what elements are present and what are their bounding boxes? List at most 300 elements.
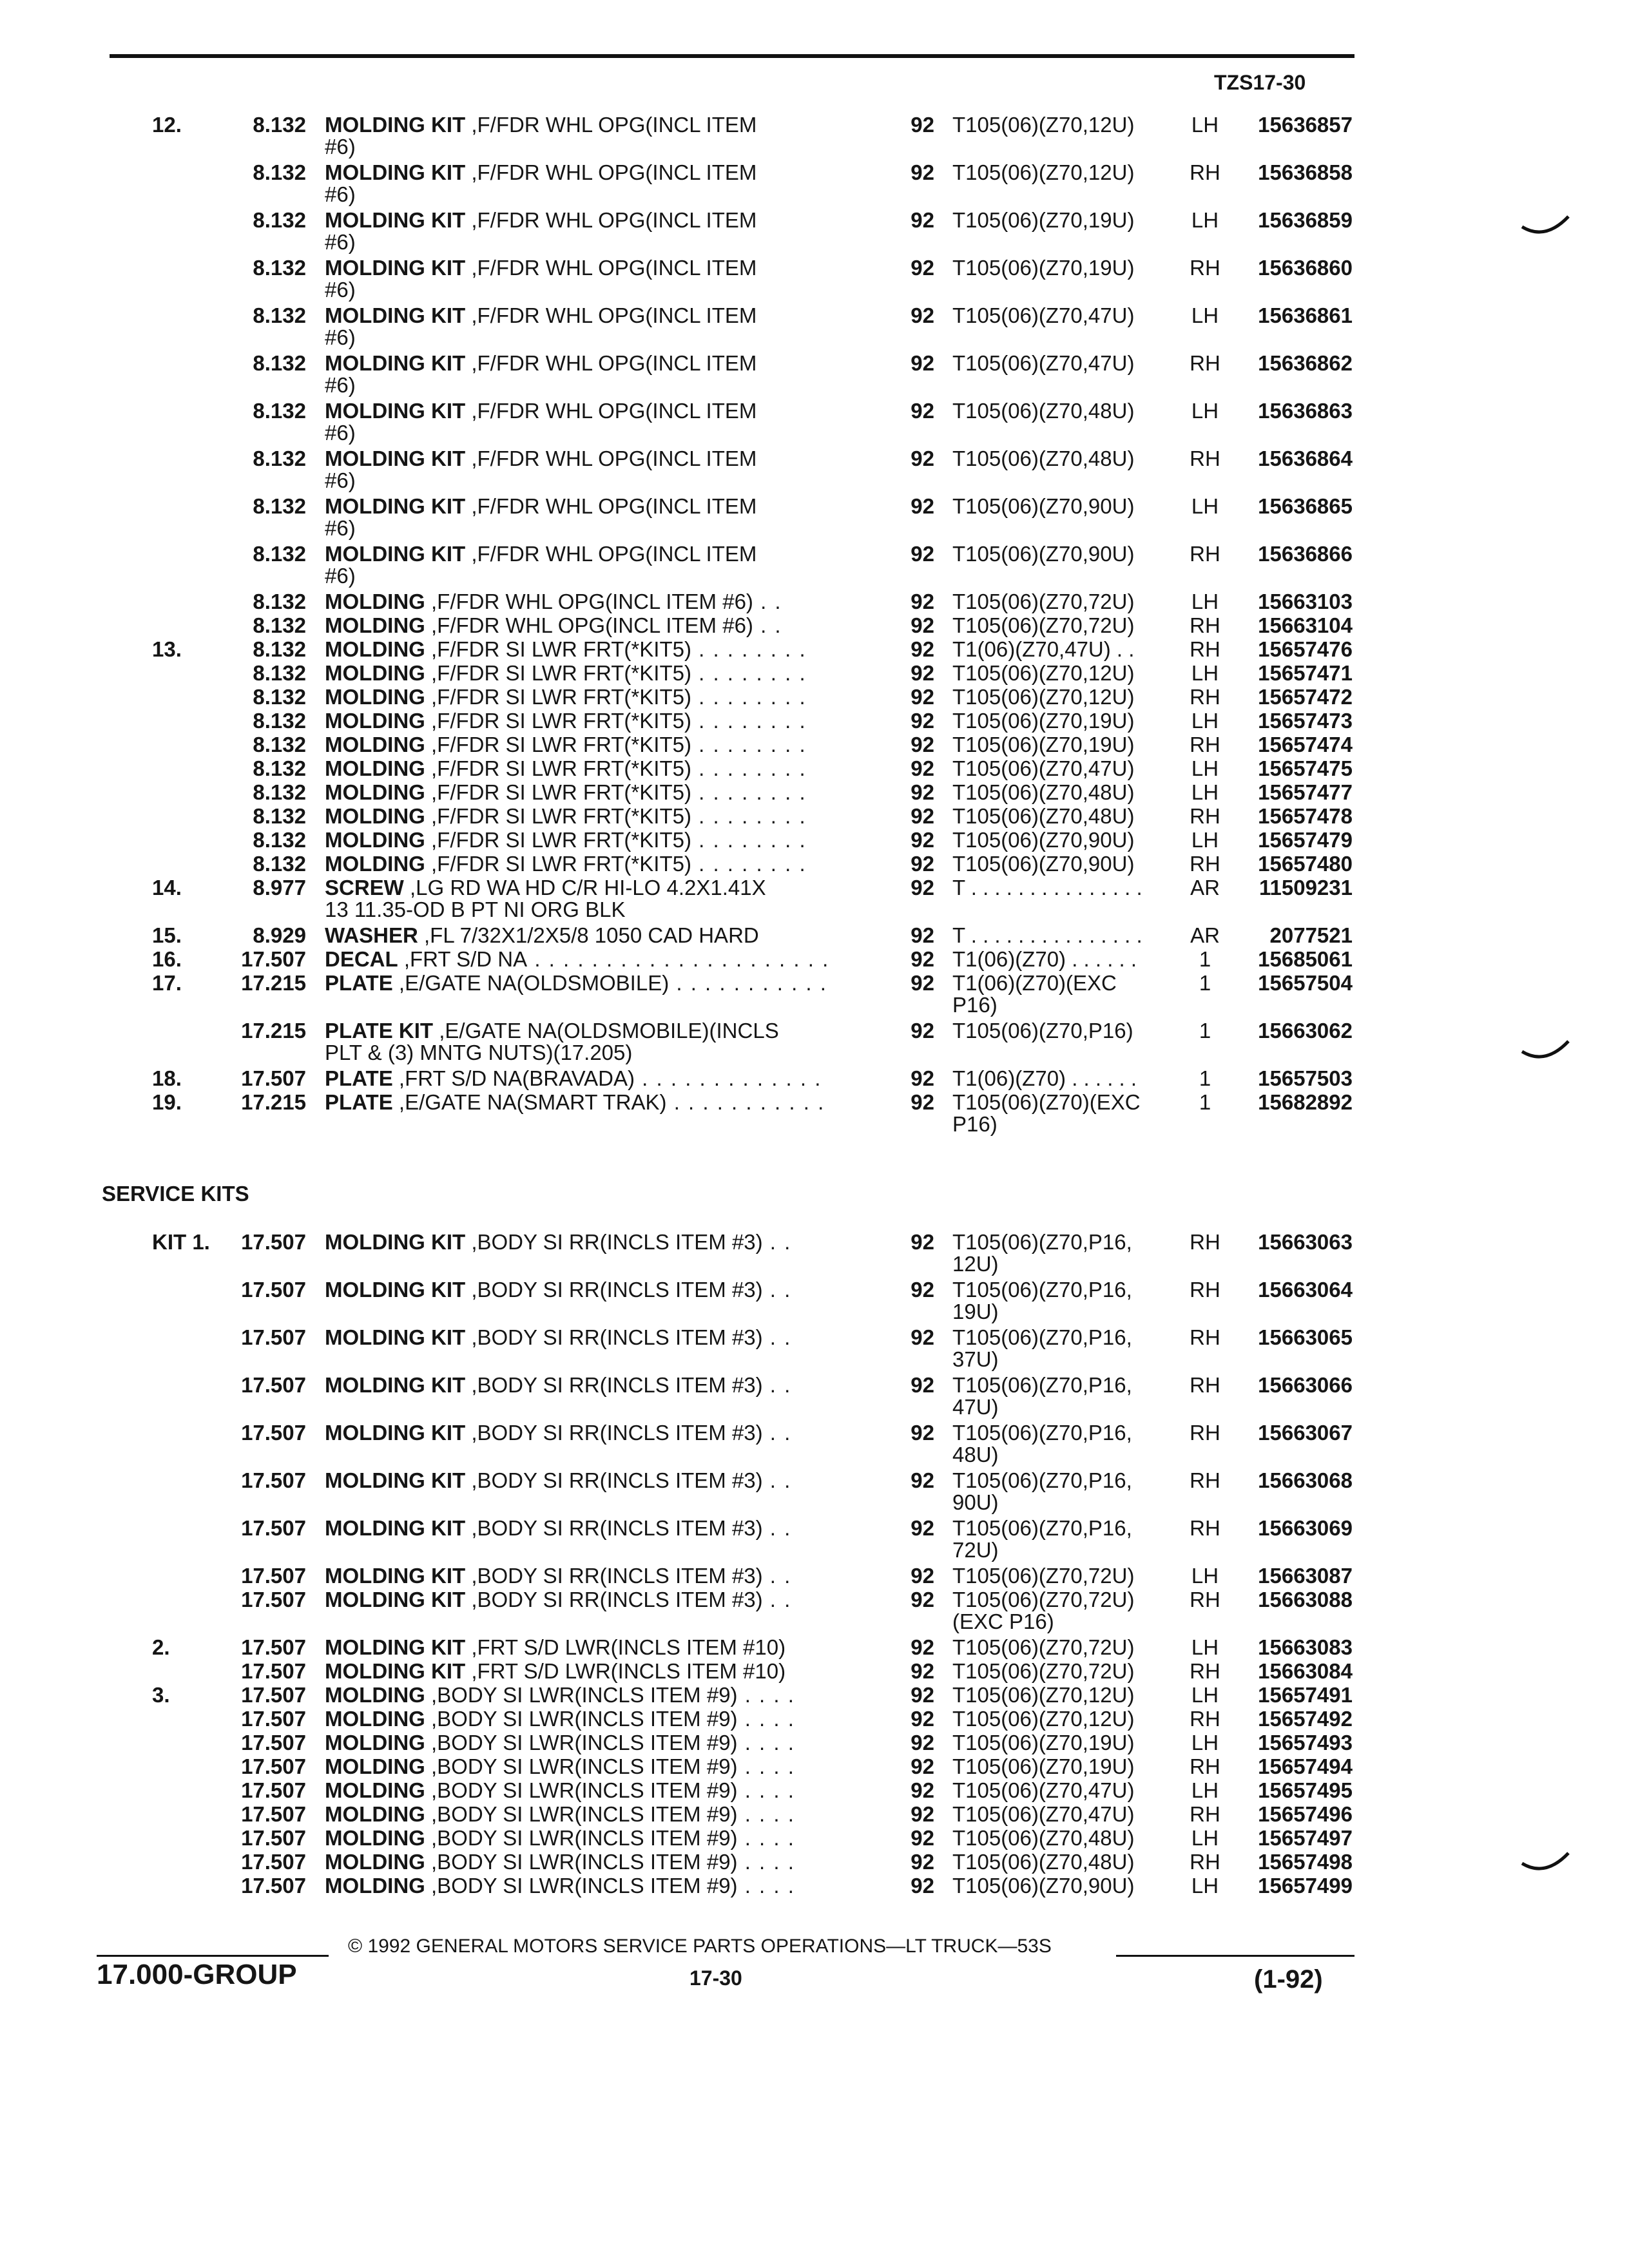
- usage-code: T105(06)(Z70,72U): [952, 1564, 1135, 1588]
- part-number: 15657495: [1258, 1778, 1353, 1802]
- parts-row: [0, 686, 1629, 709]
- description-continuation: #6): [325, 278, 356, 302]
- footer-rule-right: [1116, 1955, 1354, 1957]
- usage-code: T105(06)(Z70,12U): [952, 1683, 1135, 1707]
- catalog-number: 17.507: [241, 1778, 306, 1802]
- margin-tick-mark: [1519, 1849, 1571, 1875]
- side-qty: LH: [1191, 1874, 1219, 1898]
- usage-continuation: 37U): [952, 1347, 999, 1371]
- catalog-number: 17.507: [241, 1635, 306, 1659]
- model-year: 92: [911, 1468, 934, 1492]
- description: [325, 1660, 786, 1683]
- usage-code: T105(06)(Z70,P16,: [952, 1278, 1132, 1302]
- part-name: WASHER: [325, 923, 418, 947]
- top-rule: [110, 54, 1354, 58]
- description: [325, 972, 827, 995]
- item-number: 17.: [152, 971, 182, 995]
- part-name: MOLDING KIT: [325, 494, 466, 518]
- part-number: 15657478: [1258, 804, 1353, 828]
- side-qty: RH: [1190, 1468, 1220, 1492]
- catalog-number: 17.507: [241, 1659, 306, 1683]
- part-name: MOLDING KIT: [325, 399, 466, 423]
- usage-code: T1(06)(Z70,47U) . .: [952, 637, 1135, 661]
- catalog-number: 8.132: [253, 303, 306, 327]
- item-number: 19.: [152, 1090, 182, 1114]
- model-year: 92: [911, 1707, 934, 1731]
- description: [325, 829, 807, 852]
- part-name: MOLDING KIT: [325, 1564, 466, 1588]
- part-number: 15657494: [1258, 1754, 1353, 1778]
- item-number: 18.: [152, 1066, 182, 1090]
- part-name: MOLDING: [325, 709, 425, 733]
- description-detail: ,BODY SI RR(INCLS ITEM #3): [465, 1278, 763, 1302]
- parts-row: [0, 1019, 1629, 1043]
- usage-code: T105(06)(Z70,72U): [952, 1588, 1135, 1611]
- footer-rule-left: [97, 1955, 329, 1957]
- model-year: 92: [911, 780, 934, 804]
- description: [325, 209, 757, 232]
- part-name: MOLDING KIT: [325, 542, 466, 566]
- side-qty: LH: [1191, 1731, 1219, 1754]
- catalog-number: 17.507: [241, 1850, 306, 1874]
- part-name: MOLDING: [325, 1683, 425, 1707]
- description: [325, 876, 766, 899]
- description: [325, 1469, 791, 1492]
- description-detail: ,F/FDR WHL OPG(INCL ITEM: [465, 542, 757, 566]
- dot-leader: . . . .: [737, 1874, 795, 1898]
- description-detail: ,BODY SI LWR(INCLS ITEM #9): [425, 1778, 738, 1802]
- side-qty: RH: [1190, 852, 1220, 876]
- usage-code: T105(06)(Z70,47U): [952, 1778, 1135, 1802]
- usage-code: T105(06)(Z70,47U): [952, 351, 1135, 375]
- usage-continuation: 12U): [952, 1252, 999, 1276]
- usage-continuation: 19U): [952, 1300, 999, 1323]
- model-year: 92: [911, 1754, 934, 1778]
- usage-code: T105(06)(Z70,48U): [952, 1850, 1135, 1874]
- description-detail: ,E/GATE NA(SMART TRAK): [392, 1090, 667, 1114]
- model-year: 92: [911, 1066, 934, 1090]
- side-qty: LH: [1191, 494, 1219, 518]
- part-number: 15657473: [1258, 709, 1353, 733]
- description: [325, 709, 807, 733]
- part-name: MOLDING: [325, 733, 425, 756]
- description-detail: ,F/FDR WHL OPG(INCL ITEM: [465, 351, 757, 375]
- dot-leader: . . . . . . . .: [691, 637, 807, 661]
- usage-code: T105(06)(Z70,12U): [952, 113, 1135, 137]
- parts-row: [0, 1564, 1629, 1588]
- dot-leader: . .: [762, 1588, 792, 1611]
- description: [325, 1707, 795, 1731]
- usage-code: T105(06)(Z70,19U): [952, 208, 1135, 232]
- side-qty: LH: [1191, 1826, 1219, 1850]
- description-continuation: #6): [325, 230, 356, 254]
- usage-code: T105(06)(Z70,12U): [952, 1707, 1135, 1731]
- description-detail: ,BODY SI LWR(INCLS ITEM #9): [425, 1731, 738, 1754]
- catalog-number: 17.507: [241, 1066, 306, 1090]
- description-detail: ,BODY SI LWR(INCLS ITEM #9): [425, 1850, 738, 1874]
- description: [325, 1374, 791, 1397]
- catalog-number: 8.132: [253, 756, 306, 780]
- dot-leader: . . . . . . . . . . .: [666, 1090, 825, 1114]
- side-qty: 1: [1199, 947, 1211, 971]
- description-continuation: #6): [325, 182, 356, 206]
- side-qty: RH: [1190, 1754, 1220, 1778]
- description: [325, 948, 829, 971]
- usage-code: T105(06)(Z70,48U): [952, 780, 1135, 804]
- usage-code: T1(06)(Z70)(EXC: [952, 971, 1117, 995]
- catalog-number: 8.132: [253, 256, 306, 280]
- footer-page-number: 17-30: [689, 1966, 742, 1990]
- part-number: 15657497: [1258, 1826, 1353, 1850]
- footer-copyright: © 1992 GENERAL MOTORS SERVICE PARTS OPERATIONS—LT TRUCK—53S: [348, 1936, 1052, 1957]
- parts-row: [0, 1684, 1629, 1707]
- side-qty: LH: [1191, 1683, 1219, 1707]
- model-year: 92: [911, 1325, 934, 1349]
- footer-date: (1-92): [1254, 1965, 1323, 1994]
- catalog-number: 8.132: [253, 780, 306, 804]
- parts-row: [0, 781, 1629, 804]
- description: [325, 1850, 795, 1874]
- usage-code: T105(06)(Z70,48U): [952, 1826, 1135, 1850]
- parts-row: [0, 304, 1629, 327]
- part-name: MOLDING: [325, 1778, 425, 1802]
- catalog-number: 8.132: [253, 637, 306, 661]
- side-qty: 1: [1199, 1066, 1211, 1090]
- parts-row: [0, 876, 1629, 899]
- dot-leader: . . . . . . . . . . .: [669, 971, 827, 995]
- side-qty: RH: [1190, 542, 1220, 566]
- part-number: 15657504: [1258, 971, 1353, 995]
- catalog-number: 8.132: [253, 828, 306, 852]
- part-number: 2077521: [1269, 923, 1353, 947]
- description-continuation: 13 11.35-OD B PT NI ORG BLK: [325, 898, 626, 921]
- usage-code: T105(06)(Z70,P16,: [952, 1468, 1132, 1492]
- part-name: MOLDING KIT: [325, 1635, 466, 1659]
- dot-leader: . . . . . . . .: [691, 733, 807, 756]
- margin-tick-mark: [1519, 213, 1571, 238]
- part-name: MOLDING: [325, 1826, 425, 1850]
- part-name: PLATE: [325, 1090, 393, 1114]
- dot-leader: . . . .: [737, 1802, 795, 1826]
- description: [325, 590, 782, 613]
- dot-leader: . .: [753, 613, 782, 637]
- catalog-number: 17.507: [241, 1874, 306, 1898]
- part-name: MOLDING: [325, 1874, 425, 1898]
- description: [325, 852, 807, 876]
- dot-leader: . . . .: [737, 1778, 795, 1802]
- side-qty: RH: [1190, 351, 1220, 375]
- dot-leader: . .: [753, 590, 782, 613]
- part-number: 15663069: [1258, 1516, 1353, 1540]
- catalog-number: 8.132: [253, 351, 306, 375]
- part-number: 15663084: [1258, 1659, 1353, 1683]
- description: [325, 447, 757, 470]
- part-number: 15663065: [1258, 1325, 1353, 1349]
- dot-leader: . . . . . . . .: [691, 709, 807, 733]
- part-name: MOLDING KIT: [325, 1588, 466, 1611]
- parts-row: [0, 709, 1629, 733]
- part-number: 15657477: [1258, 780, 1353, 804]
- dot-leader: . .: [762, 1278, 792, 1302]
- catalog-number: 17.507: [241, 1373, 306, 1397]
- description-detail: ,BODY SI RR(INCLS ITEM #3): [465, 1230, 763, 1254]
- description-detail: ,F/FDR SI LWR FRT(*KIT5): [425, 852, 691, 876]
- parts-row: [0, 852, 1629, 876]
- model-year: 92: [911, 947, 934, 971]
- part-name: SCREW: [325, 876, 404, 899]
- usage-code: T105(06)(Z70,48U): [952, 447, 1135, 470]
- part-number: 15657496: [1258, 1802, 1353, 1826]
- model-year: 92: [911, 685, 934, 709]
- model-year: 92: [911, 1850, 934, 1874]
- item-number: 12.: [152, 113, 182, 137]
- model-year: 92: [911, 542, 934, 566]
- model-year: 92: [911, 208, 934, 232]
- dot-leader: . . . . . . . .: [691, 852, 807, 876]
- description: [325, 924, 759, 947]
- model-year: 92: [911, 160, 934, 184]
- description-detail: ,BODY SI LWR(INCLS ITEM #9): [425, 1707, 738, 1731]
- side-qty: 1: [1199, 1090, 1211, 1114]
- description: [325, 1067, 822, 1090]
- description-detail: ,FRT S/D LWR(INCLS ITEM #10): [465, 1659, 786, 1683]
- description-detail: ,BODY SI LWR(INCLS ITEM #9): [425, 1802, 738, 1826]
- catalog-number: 17.507: [241, 1516, 306, 1540]
- item-number: 16.: [152, 947, 182, 971]
- model-year: 92: [911, 1564, 934, 1588]
- usage-code: T1(06)(Z70) . . . . . .: [952, 947, 1137, 971]
- parts-row: [0, 1278, 1629, 1302]
- part-name: MOLDING: [325, 804, 425, 828]
- description-detail: ,FRT S/D LWR(INCLS ITEM #10): [465, 1635, 786, 1659]
- side-qty: LH: [1191, 303, 1219, 327]
- description: [325, 781, 807, 804]
- part-number: 15657503: [1258, 1066, 1353, 1090]
- part-number: 15663063: [1258, 1230, 1353, 1254]
- usage-code: T105(06)(Z70,19U): [952, 256, 1135, 280]
- model-year: 92: [911, 828, 934, 852]
- side-qty: RH: [1190, 733, 1220, 756]
- description: [325, 1731, 795, 1754]
- catalog-number: 17.507: [241, 1278, 306, 1302]
- part-number: 15636857: [1258, 113, 1353, 137]
- side-qty: RH: [1190, 1278, 1220, 1302]
- footer-group: 17.000-GROUP: [97, 1959, 297, 1990]
- side-qty: RH: [1190, 613, 1220, 637]
- catalog-number: 17.215: [241, 1019, 306, 1043]
- description-detail: ,F/FDR SI LWR FRT(*KIT5): [425, 733, 691, 756]
- model-year: 92: [911, 1278, 934, 1302]
- side-qty: RH: [1190, 447, 1220, 470]
- part-number: 15657498: [1258, 1850, 1353, 1874]
- description: [325, 757, 807, 780]
- dot-leader: . . . .: [737, 1707, 795, 1731]
- model-year: 92: [911, 303, 934, 327]
- catalog-number: 17.507: [241, 1754, 306, 1778]
- part-name: MOLDING KIT: [325, 1421, 466, 1445]
- dot-leader: . . . . . . . . . . . . .: [635, 1066, 822, 1090]
- description-continuation: #6): [325, 468, 356, 492]
- dot-leader: . . . .: [737, 1731, 795, 1754]
- description-detail: ,F/FDR WHL OPG(INCL ITEM: [465, 113, 757, 137]
- usage-code: T105(06)(Z70,19U): [952, 1754, 1135, 1778]
- description-detail: ,F/FDR WHL OPG(INCL ITEM #6): [425, 613, 753, 637]
- description-detail: ,BODY SI LWR(INCLS ITEM #9): [425, 1826, 738, 1850]
- usage-code: T105(06)(Z70,47U): [952, 756, 1135, 780]
- catalog-number: 8.132: [253, 208, 306, 232]
- description: [325, 1636, 786, 1659]
- side-qty: 1: [1199, 971, 1211, 995]
- part-number: 15663068: [1258, 1468, 1353, 1492]
- parts-row: [0, 1874, 1629, 1898]
- side-qty: LH: [1191, 1778, 1219, 1802]
- part-number: 15636862: [1258, 351, 1353, 375]
- catalog-number: 17.507: [241, 1826, 306, 1850]
- model-year: 92: [911, 876, 934, 899]
- description-detail: ,F/FDR SI LWR FRT(*KIT5): [425, 685, 691, 709]
- description: [325, 1684, 795, 1707]
- dot-leader: . . . . . . . . . . . . . . . . . . . . .: [527, 947, 830, 971]
- usage-code: T . . . . . . . . . . . . . . .: [952, 923, 1142, 947]
- side-qty: RH: [1190, 1421, 1220, 1445]
- usage-code: T105(06)(Z70,90U): [952, 1874, 1135, 1898]
- part-name: MOLDING: [325, 1802, 425, 1826]
- description-detail: ,BODY SI RR(INCLS ITEM #3): [465, 1588, 763, 1611]
- part-number: 15636858: [1258, 160, 1353, 184]
- dot-leader: . . . . . . . .: [691, 780, 807, 804]
- description: [325, 113, 757, 137]
- usage-code: T105(06)(Z70,P16,: [952, 1373, 1132, 1397]
- model-year: 92: [911, 637, 934, 661]
- part-name: MOLDING KIT: [325, 160, 466, 184]
- part-name: PLATE: [325, 971, 393, 995]
- side-qty: RH: [1190, 804, 1220, 828]
- description: [325, 1278, 791, 1302]
- model-year: 92: [911, 1731, 934, 1754]
- side-qty: RH: [1190, 685, 1220, 709]
- usage-code: T105(06)(Z70,72U): [952, 590, 1135, 613]
- catalog-number: 8.132: [253, 852, 306, 876]
- parts-row: [0, 161, 1629, 184]
- usage-code: T105(06)(Z70,90U): [952, 852, 1135, 876]
- parts-row: [0, 1091, 1629, 1114]
- description-detail: ,BODY SI RR(INCLS ITEM #3): [465, 1516, 763, 1540]
- dot-leader: . .: [762, 1230, 792, 1254]
- description-detail: ,BODY SI LWR(INCLS ITEM #9): [425, 1874, 738, 1898]
- catalog-number: 17.507: [241, 1683, 306, 1707]
- model-year: 92: [911, 1373, 934, 1397]
- model-year: 92: [911, 1659, 934, 1683]
- model-year: 92: [911, 661, 934, 685]
- side-qty: LH: [1191, 780, 1219, 804]
- dot-leader: . . . .: [737, 1754, 795, 1778]
- description-continuation: #6): [325, 135, 356, 159]
- parts-row: [0, 447, 1629, 470]
- parts-row: [0, 1660, 1629, 1683]
- part-number: 15657472: [1258, 685, 1353, 709]
- parts-row: [0, 638, 1629, 661]
- usage-code: T . . . . . . . . . . . . . . .: [952, 876, 1142, 899]
- parts-row: [0, 972, 1629, 995]
- side-qty: AR: [1190, 923, 1220, 947]
- dot-leader: . . . . . . . .: [691, 756, 807, 780]
- page-code: TZS17-30: [1214, 71, 1306, 94]
- dot-leader: . .: [762, 1373, 792, 1397]
- side-qty: RH: [1190, 1373, 1220, 1397]
- parts-row: [0, 399, 1629, 423]
- part-name: MOLDING: [325, 613, 425, 637]
- part-number: 15657471: [1258, 661, 1353, 685]
- description: [325, 352, 757, 375]
- usage-code: T105(06)(Z70,72U): [952, 613, 1135, 637]
- side-qty: RH: [1190, 637, 1220, 661]
- part-number: 15663103: [1258, 590, 1353, 613]
- parts-row: [0, 1803, 1629, 1826]
- dot-leader: . . . .: [737, 1683, 795, 1707]
- catalog-number: 8.132: [253, 661, 306, 685]
- part-number: 15663087: [1258, 1564, 1353, 1588]
- side-qty: RH: [1190, 1850, 1220, 1874]
- parts-row: [0, 948, 1629, 971]
- part-name: MOLDING KIT: [325, 1373, 466, 1397]
- usage-code: T105(06)(Z70,90U): [952, 494, 1135, 518]
- part-name: MOLDING: [325, 637, 425, 661]
- catalog-number: 17.507: [241, 1564, 306, 1588]
- parts-row: [0, 1827, 1629, 1850]
- description-detail: ,BODY SI LWR(INCLS ITEM #9): [425, 1754, 738, 1778]
- catalog-number: 17.507: [241, 1421, 306, 1445]
- usage-code: T105(06)(Z70,72U): [952, 1635, 1135, 1659]
- side-qty: LH: [1191, 1564, 1219, 1588]
- part-number: 15636860: [1258, 256, 1353, 280]
- catalog-number: 8.132: [253, 160, 306, 184]
- catalog-number: 8.132: [253, 542, 306, 566]
- part-name: MOLDING KIT: [325, 1659, 466, 1683]
- parts-row: [0, 1779, 1629, 1802]
- catalog-number: 17.507: [241, 947, 306, 971]
- description-detail: ,LG RD WA HD C/R HI-LO 4.2X1.41X: [403, 876, 766, 899]
- dot-leader: . . . .: [737, 1850, 795, 1874]
- model-year: 92: [911, 1778, 934, 1802]
- description-detail: ,BODY SI LWR(INCLS ITEM #9): [425, 1683, 738, 1707]
- side-qty: RH: [1190, 1659, 1220, 1683]
- description: [325, 495, 757, 518]
- usage-continuation: (EXC P16): [952, 1610, 1054, 1633]
- side-qty: LH: [1191, 113, 1219, 137]
- description-continuation: PLT & (3) MNTG NUTS)(17.205): [325, 1041, 633, 1064]
- description: [325, 662, 807, 685]
- parts-row: [0, 924, 1629, 947]
- usage-code: T105(06)(Z70,72U): [952, 1659, 1135, 1683]
- parts-row: [0, 113, 1629, 137]
- description-detail: ,F/FDR SI LWR FRT(*KIT5): [425, 709, 691, 733]
- description-detail: ,F/FDR WHL OPG(INCL ITEM: [465, 160, 757, 184]
- part-name: MOLDING KIT: [325, 256, 466, 280]
- side-qty: LH: [1191, 756, 1219, 780]
- part-number: 15663104: [1258, 613, 1353, 637]
- description: [325, 161, 757, 184]
- catalog-number: 17.215: [241, 971, 306, 995]
- catalog-number: 17.507: [241, 1802, 306, 1826]
- usage-code: T105(06)(Z70,P16,: [952, 1325, 1132, 1349]
- part-name: MOLDING KIT: [325, 1468, 466, 1492]
- description-detail: ,BODY SI RR(INCLS ITEM #3): [465, 1373, 763, 1397]
- part-name: MOLDING: [325, 1754, 425, 1778]
- description-detail: ,F/FDR SI LWR FRT(*KIT5): [425, 637, 691, 661]
- usage-code: T105(06)(Z70,12U): [952, 160, 1135, 184]
- model-year: 92: [911, 804, 934, 828]
- description: [325, 1517, 791, 1540]
